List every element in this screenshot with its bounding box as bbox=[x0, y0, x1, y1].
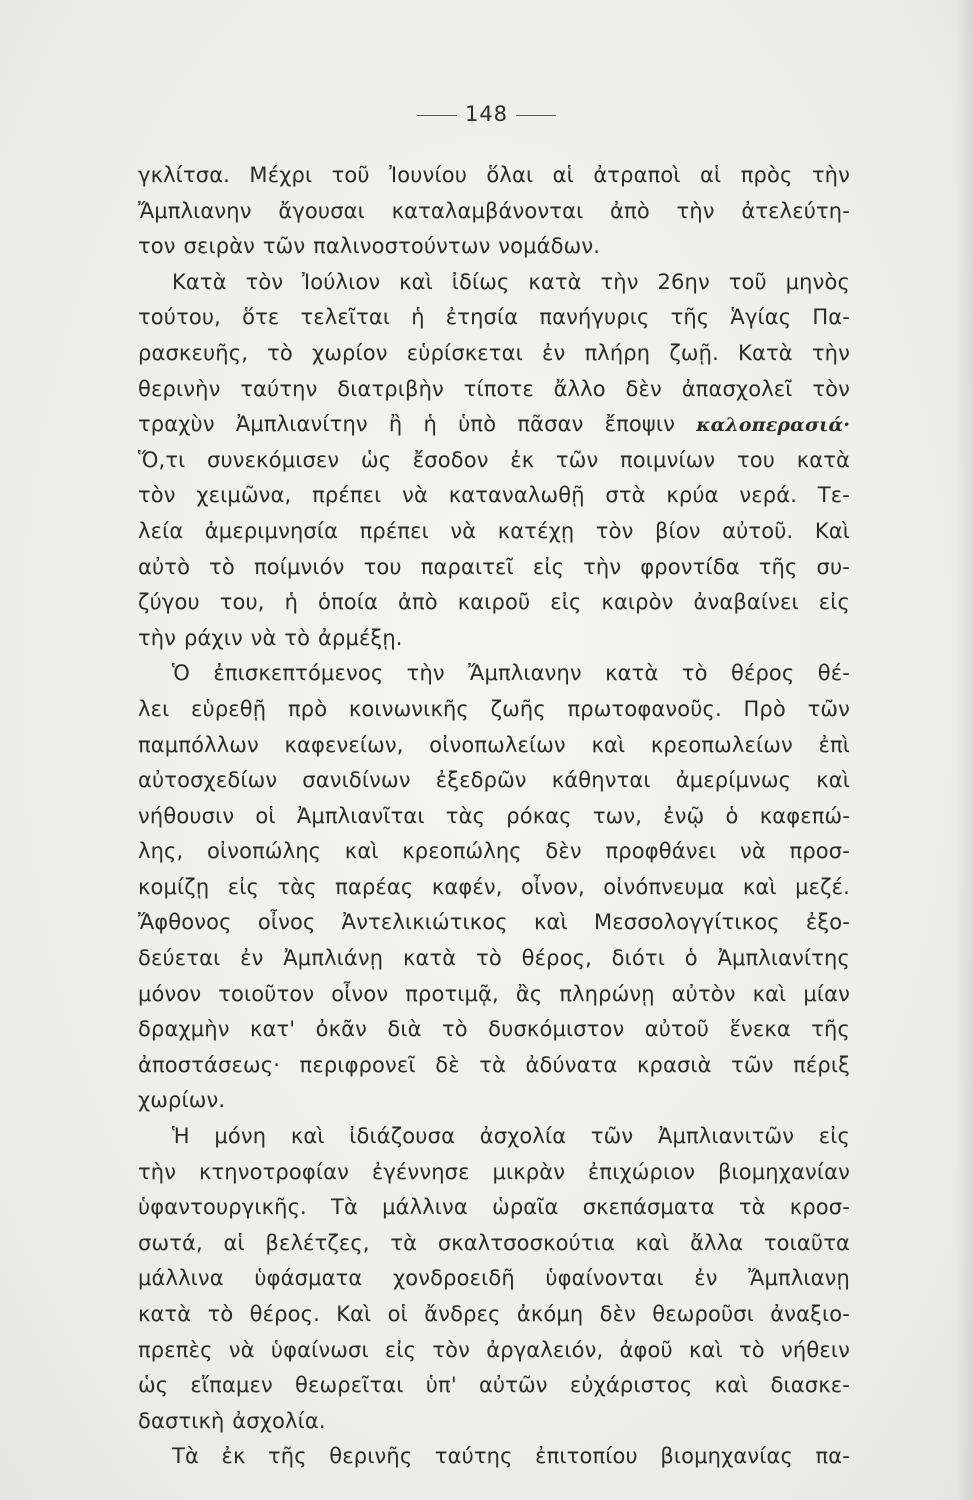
text-line: χωρίων. bbox=[138, 1088, 226, 1113]
page-header bbox=[0, 102, 973, 126]
text-line: κατὰ τὸ θέρος. Καὶ οἱ ἄνδρες ἀκόμη δὲν θεωροῦσι ἀναξιο- bbox=[138, 1302, 850, 1326]
text-line: μόνον τοιοῦτον οἶνον προτιμᾷ, ἂς πληρώνῃ αὐτὸν καὶ μίαν bbox=[138, 981, 850, 1006]
text-line: λης, οἰνοπώλης καὶ κρεοπώλης δὲν προφθάνει νὰ προσ- bbox=[138, 839, 850, 864]
text-segment: τραχὺν Ἀμπλιανίτην ἢ ἡ ὑπὸ πᾶσαν ἔποψιν bbox=[138, 412, 676, 437]
text-line: ἀποστάσεως· περιφρονεῖ δὲ τὰ ἀδύνατα κρασιὰ τῶν πέριξ bbox=[138, 1052, 850, 1077]
text-line: παμπόλλων καφενείων, οἰνοπωλείων καὶ κρεοπωλείων ἐπὶ bbox=[138, 732, 850, 757]
text-line: αὐτοσχεδίων σανιδίνων ἐξεδρῶν κάθηνται ἀμερίμνως καὶ bbox=[138, 768, 850, 793]
text-line: τὴν ράχιν νὰ τὸ ἀρμέξῃ. bbox=[138, 625, 403, 650]
text-line: Ὁ ἐπισκεπτόμενος τὴν Ἄμπλιανην κατὰ τὸ θέρος θέ- bbox=[172, 661, 850, 686]
header-dash-left bbox=[417, 115, 457, 116]
text-line: τὴν κτηνοτροφίαν ἐγέννησε μικρὰν ἐπιχώριον βιομηχανίαν bbox=[138, 1159, 850, 1184]
text-line: τὸν χειμῶνα, πρέπει νὰ καταναλωθῇ στὰ κρύα νερά. Τε- bbox=[138, 483, 850, 508]
text-line: Ἡ μόνη καὶ ἰδιάζουσα ἀσχολία τῶν Ἀμπλιανιτῶν εἰς bbox=[172, 1124, 850, 1149]
text-line: Κατὰ τὸν Ἰούλιον καὶ ἰδίως κατὰ τὴν 26ην τοῦ μηνὸς bbox=[172, 269, 850, 294]
body-text bbox=[138, 158, 850, 1475]
text-line: ὡς εἴπαμεν θεωρεῖται ὑπ' αὐτῶν εὐχάριστος καὶ διασκε- bbox=[138, 1373, 850, 1398]
text-line: γκλίτσα. Μέχρι τοῦ Ἰουνίου ὅλαι αἱ ἀτραποὶ αἱ πρὸς τὴν bbox=[138, 163, 850, 187]
text-line: ρασκευῆς, τὸ χωρίον εὑρίσκεται ἐν πλήρη ζωῇ. Κατὰ τὴν bbox=[138, 340, 850, 365]
text-line: ὑφαντουργικῆς. Τὰ μάλλινα ὡραῖα σκεπάσματα τὰ κροσ- bbox=[138, 1195, 850, 1220]
text-line: δαστικὴ ἀσχολία. bbox=[138, 1408, 326, 1433]
text-line: λει εὑρεθῇ πρὸ κοινωνικῆς ζωῆς πρωτοφανοῦς. Πρὸ τῶν bbox=[138, 696, 850, 721]
text-line: θερινὴν ταύτην διατριβὴν τίποτε ἄλλο δὲν ἀπασχολεῖ τὸν bbox=[138, 376, 850, 401]
text-line: Ἄμπλιανην ἄγουσαι καταλαμβάνονται ἀπὸ τὴν ἀτελεύτη- bbox=[138, 198, 850, 223]
text-line: αὐτὸ τὸ ποίμνιόν του παραιτεῖ εἰς τὴν φροντίδα τῆς συ- bbox=[138, 554, 850, 579]
text-line: νήθουσιν οἱ Ἀμπλιανῖται τὰς ρόκας των, ἐνῷ ὁ καφεπώ- bbox=[138, 803, 850, 828]
text-line-with-italic bbox=[138, 407, 850, 443]
text-line: πρεπὲς νὰ ὑφαίνωσι εἰς τὸν ἀργαλειόν, ἀφοῦ καὶ τὸ νήθειν bbox=[138, 1337, 850, 1362]
text-line: κομίζῃ εἰς τὰς παρέας καφέν, οἶνον, οἰνόπνευμα καὶ μεζέ. bbox=[138, 874, 850, 899]
italic-word: καλοπερασιά· bbox=[696, 414, 850, 437]
text-line: μάλλινα ὑφάσματα χονδροειδῆ ὑφαίνονται ἐν Ἄμπλιανῃ bbox=[138, 1266, 850, 1291]
text-line: τον σειρὰν τῶν παλινοστούντων νομάδων. bbox=[138, 234, 601, 259]
text-line: λεία ἀμεριμνησία πρέπει νὰ κατέχῃ τὸν βίον αὐτοῦ. Καὶ bbox=[138, 518, 850, 543]
text-line: ζύγου του, ἡ ὁποία ἀπὸ καιροῦ εἰς καιρὸν ἀναβαίνει εἰς bbox=[138, 590, 850, 615]
header-dash-right bbox=[516, 115, 556, 116]
page-number: 148 bbox=[464, 102, 509, 126]
text-line: Ὅ,τι συνεκόμισεν ὡς ἔσοδον ἐκ τῶν ποιμνίων του κατὰ bbox=[138, 447, 850, 472]
text-line: Τὰ ἐκ τῆς θερινῆς ταύτης ἐπιτοπίου βιομηχανίας πα- bbox=[172, 1444, 850, 1469]
text-line: σωτά, αἱ βελέτζες, τὰ σκαλτσοσκούτια καὶ ἄλλα τοιαῦτα bbox=[138, 1230, 850, 1255]
text-line: τούτου, ὅτε τελεῖται ἡ ἐτησία πανήγυρις τῆς Ἁγίας Πα- bbox=[138, 305, 850, 330]
text-line: δραχμὴν κατ' ὀκᾶν διὰ τὸ δυσκόμιστον αὐτοῦ ἕνεκα τῆς bbox=[138, 1017, 850, 1042]
text-line: Ἄφθονος οἶνος Ἀντελικιώτικος καὶ Μεσσολογγίτικος ἐξο- bbox=[138, 910, 850, 935]
page-edge-shadow bbox=[955, 0, 973, 1500]
text-line: δεύεται ἐν Ἀμπλιάνῃ κατὰ τὸ θέρος, διότι ὁ Ἀμπλιανίτης bbox=[138, 946, 850, 971]
